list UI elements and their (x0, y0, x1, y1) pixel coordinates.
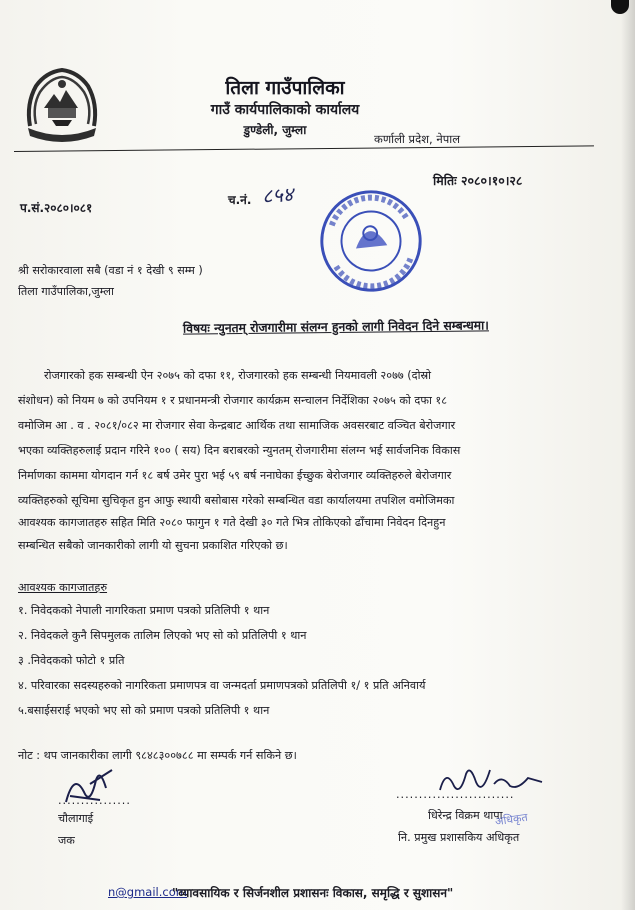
document-item: ४. परिवारका सदस्यहरुको नागरिकता प्रमाणपत्र वा जन्मदर्ता प्रमाणपत्रको प्रतिलिपी १/ १ प्रति अनिवार्य (18, 679, 426, 692)
dispatch-number-handwritten: ८५४ (261, 181, 295, 209)
body-line: आवश्यक कागजातहरु सहित मिति २०८० फागुन १ गते देखी ३० गते भित्र तोकिएको ढाँचामा निवेदन दिनहुन (18, 516, 446, 529)
reference-number: प.सं.२०८०।०८१ (20, 201, 93, 215)
body-line: रोजगारको हक सम्बन्धी ऐन २०७५ को दफा ११, रोजगारको हक सम्बन्धी नियमावली २०७७ (दोस्रो (44, 369, 432, 382)
body-line: निर्माणका काममा योगदान गर्न १८ बर्ष उमेर पुरा भई ५९ बर्ष ननाघेका ईच्छुक बेरोजगार व्यक्तिहरुले बेरोजगार (18, 469, 452, 482)
signature-dots-left: ................ (58, 794, 131, 807)
municipality-name: तिला गाउँपालिका (225, 77, 345, 99)
body-line: भएका व्यक्तिहरुलाई प्रदान गरिने १०० ( सय) दिन बराबरको न्युनतम् रोजगारीमा संलग्न भई सार्वजनिक विकास (18, 444, 461, 457)
office-name: गाउँ कार्यपालिकाको कार्यालय (210, 102, 360, 118)
nepal-emblem-icon (22, 64, 102, 144)
office-address: डुण्डेली, जुम्ला (243, 123, 307, 137)
body-line: सम्बन्धित सबैको जानकारीको लागी यो सुचना प्रकाशित गरिएको छ। (18, 539, 288, 552)
documents-heading: आवश्यक कागजातहरु (18, 581, 108, 594)
document-item: १. निवेदकको नेपाली नागरिकता प्रमाण पत्रको प्रतिलिपी १ थान (18, 604, 270, 617)
recipient-line: श्री सरोकारवाला सबै (वडा नं १ देखी ९ सम्म ) (18, 264, 203, 277)
document-item: २. निवेदकले कुनै सिपमुलक तालिम लिएको भए सो को प्रतिलिपी १ थान (18, 629, 307, 642)
footer-motto: "व्यावसायिक र सिर्जनशील प्रशासनः विकास, समृद्धि र सुशासन" (172, 886, 454, 900)
document-item: ३ .निवेदकको फोटो १ प्रति (18, 654, 125, 667)
recipient-place: तिला गाउँपालिका,जुम्ला (18, 285, 114, 298)
signatory-name-right: धिरेन्द्र विक्रम थापा (428, 809, 503, 822)
signatory-name-left: चौलागाई (58, 812, 94, 825)
signature-dots-right: .......................... (396, 788, 515, 801)
body-line: संशोधन) को नियम ७ को उपनियम १ र प्रधानमन्त्री रोजगार कार्यक्रम सन्चालन निर्देशिका २०७५ को दफा १८ (18, 394, 448, 407)
blue-designation-stamp: अधिकृत (494, 810, 529, 829)
footer-email: n@gmail.com (108, 885, 187, 899)
office-seal-stamp (306, 176, 436, 306)
province-name: कर्णाली प्रदेश, नेपाल (373, 132, 461, 146)
letter-date: मितिः २०८०।१०।२८ (433, 173, 523, 188)
dispatch-number-label: च.नं. (228, 193, 252, 207)
page-edge-shadow (621, 0, 635, 910)
body-line: वमोजिम आ . व . २०८१/०८२ मा रोजगार सेवा केन्द्रबाट आर्थिक तथा सामाजिक अवसरबाट वञ्चित बेरोजगार (18, 419, 456, 432)
letter-subject: विषयः न्युनतम् रोजगारीमा संलग्न हुनको लागी निवेदन दिने सम्बन्धमा। (182, 318, 490, 336)
signatory-title-right: नि. प्रमुख प्रशासकिय अधिकृत (398, 831, 520, 844)
signatory-title-left: जक (58, 834, 75, 847)
contact-note: नोट : थप जानकारीका लागी ९८४८३००७८८ मा सम्पर्क गर्न सकिने छ। (18, 749, 297, 762)
body-line: व्यक्तिहरुको सूचिमा सुचिकृत हुन आफु स्थायी बसोबास गरेको सम्बन्धित वडा कार्यालयमा तपशिल वमोजिमका (18, 494, 455, 507)
document-item: ५.बसाईसराई भएको भए सो को प्रमाण पत्रको प्रतिलिपी १ थान (18, 704, 270, 717)
